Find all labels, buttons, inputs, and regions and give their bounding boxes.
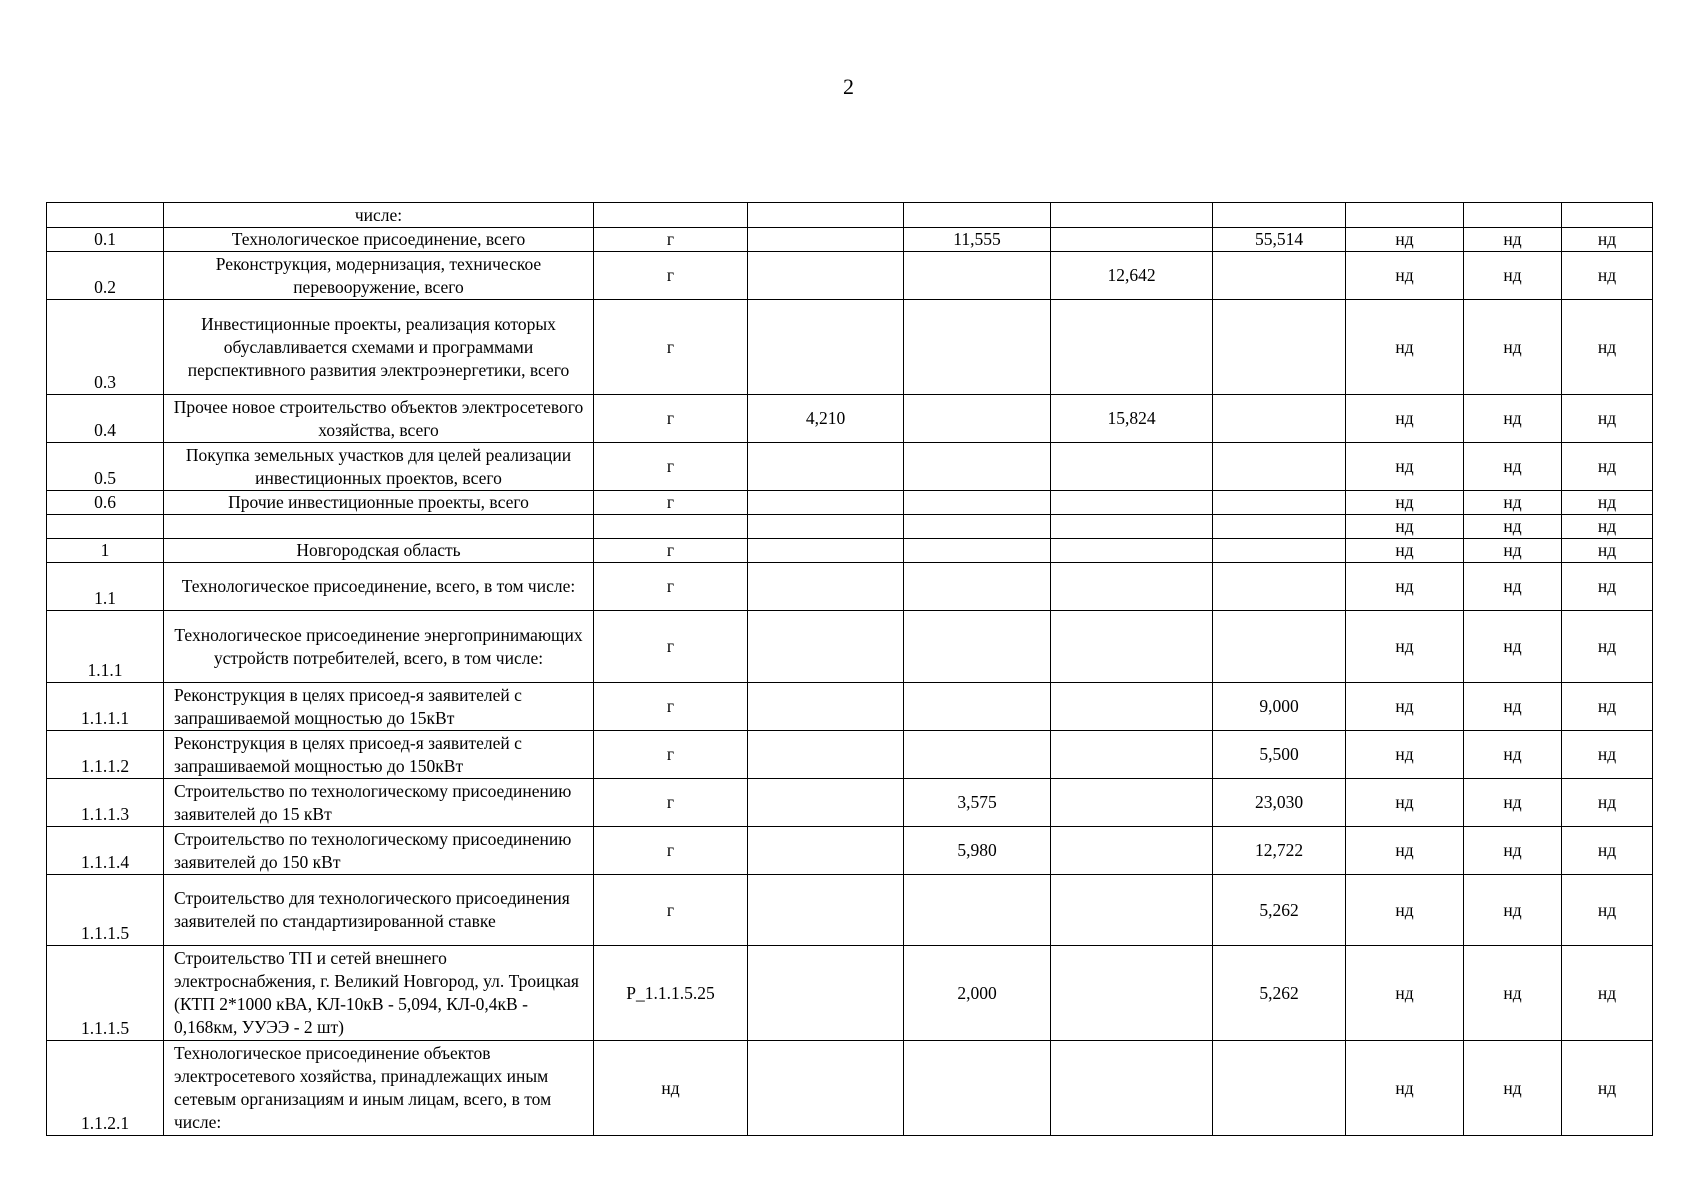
table-row [47, 228, 1653, 252]
status-cell-1: нд [1346, 779, 1464, 827]
code-cell: г [594, 252, 748, 300]
status-cell-1: нд [1346, 611, 1464, 683]
value-cell-1 [748, 252, 904, 300]
status-cell-1: нд [1346, 515, 1464, 539]
row-number [47, 515, 164, 539]
status-cell-3: нд [1562, 515, 1653, 539]
status-cell-1 [1346, 203, 1464, 228]
row-name: Строительство для технологического присоединения заявителей по стандартизированной ставке [164, 875, 594, 946]
value-cell-3 [1051, 946, 1213, 1041]
row-number: 0.2 [47, 252, 164, 300]
value-cell-1 [748, 443, 904, 491]
value-cell-2 [904, 443, 1051, 491]
status-cell-3: нд [1562, 731, 1653, 779]
value-cell-2 [904, 203, 1051, 228]
value-cell-2 [904, 515, 1051, 539]
status-cell-2: нд [1464, 300, 1562, 395]
value-cell-2 [904, 539, 1051, 563]
status-cell-2: нд [1464, 491, 1562, 515]
row-number: 0.4 [47, 395, 164, 443]
value-cell-3 [1051, 731, 1213, 779]
value-cell-1: 4,210 [748, 395, 904, 443]
value-cell-4 [1213, 611, 1346, 683]
value-cell-1 [748, 300, 904, 395]
value-cell-3: 12,642 [1051, 252, 1213, 300]
status-cell-3: нд [1562, 300, 1653, 395]
table-row [47, 443, 1653, 491]
value-cell-2 [904, 731, 1051, 779]
value-cell-4: 5,262 [1213, 946, 1346, 1041]
value-cell-4: 55,514 [1213, 228, 1346, 252]
row-name: Новгородская область [164, 539, 594, 563]
status-cell-2: нд [1464, 946, 1562, 1041]
status-cell-2: нд [1464, 228, 1562, 252]
row-number: 1.1.1.5 [47, 875, 164, 946]
status-cell-2: нд [1464, 395, 1562, 443]
status-cell-1: нд [1346, 491, 1464, 515]
value-cell-3 [1051, 875, 1213, 946]
table-row [47, 203, 1653, 228]
value-cell-1 [748, 203, 904, 228]
row-number: 1.1.1.5 [47, 946, 164, 1041]
status-cell-1: нд [1346, 300, 1464, 395]
code-cell: г [594, 875, 748, 946]
code-cell: нд [594, 1041, 748, 1136]
code-cell: г [594, 491, 748, 515]
row-number: 1 [47, 539, 164, 563]
row-name: Строительство по технологическому присоединению заявителей до 150 кВт [164, 827, 594, 875]
row-name: Прочие инвестиционные проекты, всего [164, 491, 594, 515]
row-name: Строительство ТП и сетей внешнего электроснабжения, г. Великий Новгород, ул. Троицкая (КТП 2*1000 кВА, КЛ-10кВ - 5,094, КЛ-0,4кВ - 0,168км, УУЭЭ - 2 шт) [164, 946, 594, 1041]
status-cell-2: нд [1464, 443, 1562, 491]
table-row [47, 563, 1653, 611]
row-name: Технологическое присоединение, всего [164, 228, 594, 252]
table-row [47, 515, 1653, 539]
value-cell-3 [1051, 228, 1213, 252]
row-number: 1.1.1.3 [47, 779, 164, 827]
table-row [47, 875, 1653, 946]
value-cell-2 [904, 300, 1051, 395]
value-cell-2 [904, 875, 1051, 946]
row-number: 1.1.1 [47, 611, 164, 683]
value-cell-1 [748, 683, 904, 731]
value-cell-2: 3,575 [904, 779, 1051, 827]
row-number: 1.1 [47, 563, 164, 611]
row-name: Покупка земельных участков для целей реализации инвестиционных проектов, всего [164, 443, 594, 491]
value-cell-3 [1051, 203, 1213, 228]
row-number: 1.1.1.2 [47, 731, 164, 779]
value-cell-4: 5,500 [1213, 731, 1346, 779]
value-cell-1 [748, 611, 904, 683]
value-cell-3 [1051, 1041, 1213, 1136]
row-number: 0.3 [47, 300, 164, 395]
status-cell-3: нд [1562, 946, 1653, 1041]
status-cell-1: нд [1346, 443, 1464, 491]
status-cell-1: нд [1346, 946, 1464, 1041]
status-cell-3: нд [1562, 395, 1653, 443]
value-cell-4 [1213, 395, 1346, 443]
value-cell-4: 23,030 [1213, 779, 1346, 827]
status-cell-1: нд [1346, 395, 1464, 443]
value-cell-4 [1213, 300, 1346, 395]
table-row [47, 395, 1653, 443]
status-cell-2: нд [1464, 611, 1562, 683]
row-number: 0.6 [47, 491, 164, 515]
table-row [47, 300, 1653, 395]
status-cell-2: нд [1464, 779, 1562, 827]
value-cell-2 [904, 252, 1051, 300]
row-number: 0.1 [47, 228, 164, 252]
code-cell: г [594, 443, 748, 491]
value-cell-3 [1051, 491, 1213, 515]
status-cell-1: нд [1346, 563, 1464, 611]
row-name: Реконструкция в целях присоед-я заявителей с запрашиваемой мощностью до 150кВт [164, 731, 594, 779]
table-row [47, 779, 1653, 827]
value-cell-3 [1051, 515, 1213, 539]
row-name: Реконструкция в целях присоед-я заявителей с запрашиваемой мощностью до 15кВт [164, 683, 594, 731]
value-cell-2 [904, 1041, 1051, 1136]
value-cell-1 [748, 491, 904, 515]
row-name: Инвестиционные проекты, реализация которых обуславливается схемами и программами перспективного развития электроэнергетики, всего [164, 300, 594, 395]
status-cell-3 [1562, 203, 1653, 228]
row-name: Технологическое присоединение, всего, в том числе: [164, 563, 594, 611]
value-cell-1 [748, 779, 904, 827]
value-cell-4 [1213, 515, 1346, 539]
page-number: 2 [843, 74, 854, 99]
status-cell-1: нд [1346, 1041, 1464, 1136]
status-cell-3: нд [1562, 779, 1653, 827]
row-name: Технологическое присоединение энергопринимающих устройств потребителей, всего, в том числе: [164, 611, 594, 683]
value-cell-4: 5,262 [1213, 875, 1346, 946]
status-cell-3: нд [1562, 611, 1653, 683]
value-cell-4: 9,000 [1213, 683, 1346, 731]
value-cell-3 [1051, 539, 1213, 563]
value-cell-1 [748, 563, 904, 611]
code-cell: г [594, 731, 748, 779]
status-cell-3: нд [1562, 827, 1653, 875]
value-cell-3 [1051, 443, 1213, 491]
value-cell-2 [904, 563, 1051, 611]
table-row [47, 946, 1653, 1041]
value-cell-1 [748, 539, 904, 563]
value-cell-2 [904, 395, 1051, 443]
status-cell-2: нд [1464, 252, 1562, 300]
code-cell: P_1.1.1.5.25 [594, 946, 748, 1041]
value-cell-1 [748, 515, 904, 539]
table-row [47, 252, 1653, 300]
row-name: Строительство по технологическому присоединению заявителей до 15 кВт [164, 779, 594, 827]
status-cell-3: нд [1562, 1041, 1653, 1136]
value-cell-4: 12,722 [1213, 827, 1346, 875]
status-cell-3: нд [1562, 683, 1653, 731]
status-cell-2: нд [1464, 827, 1562, 875]
status-cell-1: нд [1346, 539, 1464, 563]
code-cell: г [594, 827, 748, 875]
value-cell-3 [1051, 563, 1213, 611]
table-row [47, 827, 1653, 875]
value-cell-4 [1213, 539, 1346, 563]
code-cell: г [594, 611, 748, 683]
value-cell-4 [1213, 252, 1346, 300]
value-cell-2: 2,000 [904, 946, 1051, 1041]
table-row [47, 1041, 1653, 1136]
status-cell-3: нд [1562, 875, 1653, 946]
code-cell: г [594, 395, 748, 443]
status-cell-3: нд [1562, 228, 1653, 252]
value-cell-4 [1213, 443, 1346, 491]
status-cell-2 [1464, 203, 1562, 228]
row-number: 1.1.2.1 [47, 1041, 164, 1136]
value-cell-3 [1051, 683, 1213, 731]
value-cell-2 [904, 491, 1051, 515]
status-cell-1: нд [1346, 875, 1464, 946]
value-cell-4 [1213, 203, 1346, 228]
status-cell-1: нд [1346, 827, 1464, 875]
row-number [47, 203, 164, 228]
code-cell [594, 515, 748, 539]
code-cell: г [594, 683, 748, 731]
status-cell-1: нд [1346, 228, 1464, 252]
table-row [47, 491, 1653, 515]
code-cell: г [594, 779, 748, 827]
value-cell-1 [748, 228, 904, 252]
row-name: Реконструкция, модернизация, техническое перевооружение, всего [164, 252, 594, 300]
status-cell-2: нд [1464, 875, 1562, 946]
value-cell-2 [904, 611, 1051, 683]
status-cell-2: нд [1464, 515, 1562, 539]
row-number: 1.1.1.4 [47, 827, 164, 875]
status-cell-2: нд [1464, 563, 1562, 611]
value-cell-4 [1213, 491, 1346, 515]
table-row [47, 731, 1653, 779]
value-cell-2 [904, 683, 1051, 731]
status-cell-3: нд [1562, 539, 1653, 563]
value-cell-1 [748, 946, 904, 1041]
status-cell-3: нд [1562, 252, 1653, 300]
status-cell-1: нд [1346, 731, 1464, 779]
code-cell: г [594, 539, 748, 563]
row-name: Прочее новое строительство объектов электросетевого хозяйства, всего [164, 395, 594, 443]
value-cell-2: 11,555 [904, 228, 1051, 252]
row-number: 0.5 [47, 443, 164, 491]
code-cell [594, 203, 748, 228]
value-cell-1 [748, 875, 904, 946]
table-row [47, 539, 1653, 563]
status-cell-2: нд [1464, 731, 1562, 779]
value-cell-3 [1051, 779, 1213, 827]
row-name: числе: [164, 203, 594, 228]
value-cell-1 [748, 1041, 904, 1136]
status-cell-3: нд [1562, 563, 1653, 611]
value-cell-4 [1213, 563, 1346, 611]
status-cell-3: нд [1562, 491, 1653, 515]
table-row [47, 611, 1653, 683]
value-cell-1 [748, 731, 904, 779]
code-cell: г [594, 228, 748, 252]
code-cell: г [594, 300, 748, 395]
investment-table [46, 202, 1653, 1136]
value-cell-4 [1213, 1041, 1346, 1136]
code-cell: г [594, 563, 748, 611]
value-cell-3 [1051, 827, 1213, 875]
status-cell-2: нд [1464, 539, 1562, 563]
status-cell-2: нд [1464, 1041, 1562, 1136]
row-name: Технологическое присоединение объектов электросетевого хозяйства, принадлежащих иным сетевым организациям и иным лицам, всего, в том числе: [164, 1041, 594, 1136]
table-body [47, 203, 1653, 1136]
value-cell-3 [1051, 611, 1213, 683]
table-row [47, 683, 1653, 731]
status-cell-3: нд [1562, 443, 1653, 491]
status-cell-1: нд [1346, 683, 1464, 731]
value-cell-3: 15,824 [1051, 395, 1213, 443]
row-name [164, 515, 594, 539]
status-cell-1: нд [1346, 252, 1464, 300]
value-cell-2: 5,980 [904, 827, 1051, 875]
row-number: 1.1.1.1 [47, 683, 164, 731]
status-cell-2: нд [1464, 683, 1562, 731]
value-cell-3 [1051, 300, 1213, 395]
value-cell-1 [748, 827, 904, 875]
